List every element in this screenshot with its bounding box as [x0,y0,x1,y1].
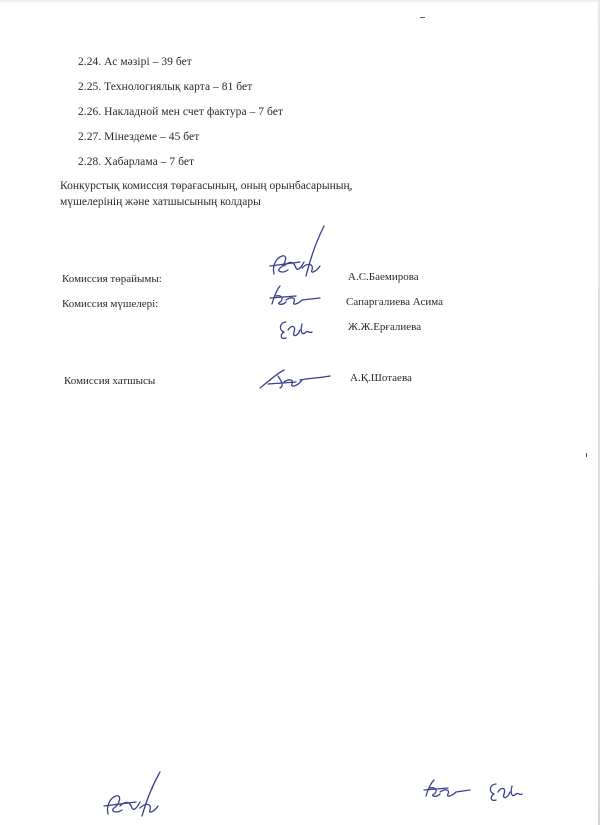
member-1-name: Сапаргалиева Асима [346,296,443,308]
intro-line-1: Конкурстық комиссия төрағасының, оның орынбасарының, [60,180,353,192]
intro-line-2: мүшелерінің және хатшысының колдары [60,196,261,208]
chair-name: А.С.Баемирова [348,271,419,283]
member-2-signature [276,316,316,342]
list-item-2-26: 2.26. Накладной мен счет фактура – 7 бет [78,106,283,118]
member-1-signature [266,284,326,310]
page-top-edge [0,0,600,2]
scan-mark-edge [586,453,587,457]
chair-signature [266,222,332,284]
list-item-2-25: 2.25. Технологиялық карта – 81 бет [78,81,253,93]
bottom-left-signature [100,770,172,822]
secretary-signature [254,366,334,392]
scan-mark [420,17,425,18]
member-2-name: Ж.Ж.Ерғалиева [348,321,422,333]
secretary-name: А.Қ.Шотаева [350,372,412,384]
bottom-right-signature-2 [486,778,526,804]
members-label: Комиссия мүшелері: [62,298,159,310]
list-item-2-24: 2.24. Ас мәзірі – 39 бет [78,56,192,68]
list-item-2-27: 2.27. Мінездеме – 45 бет [78,131,200,143]
chair-label: Комиссия төрайымы: [62,273,162,285]
secretary-label: Комиссия хатшысы [64,375,156,387]
list-item-2-28: 2.28. Хабарлама – 7 бет [78,156,195,168]
bottom-right-signature-1 [420,778,474,802]
